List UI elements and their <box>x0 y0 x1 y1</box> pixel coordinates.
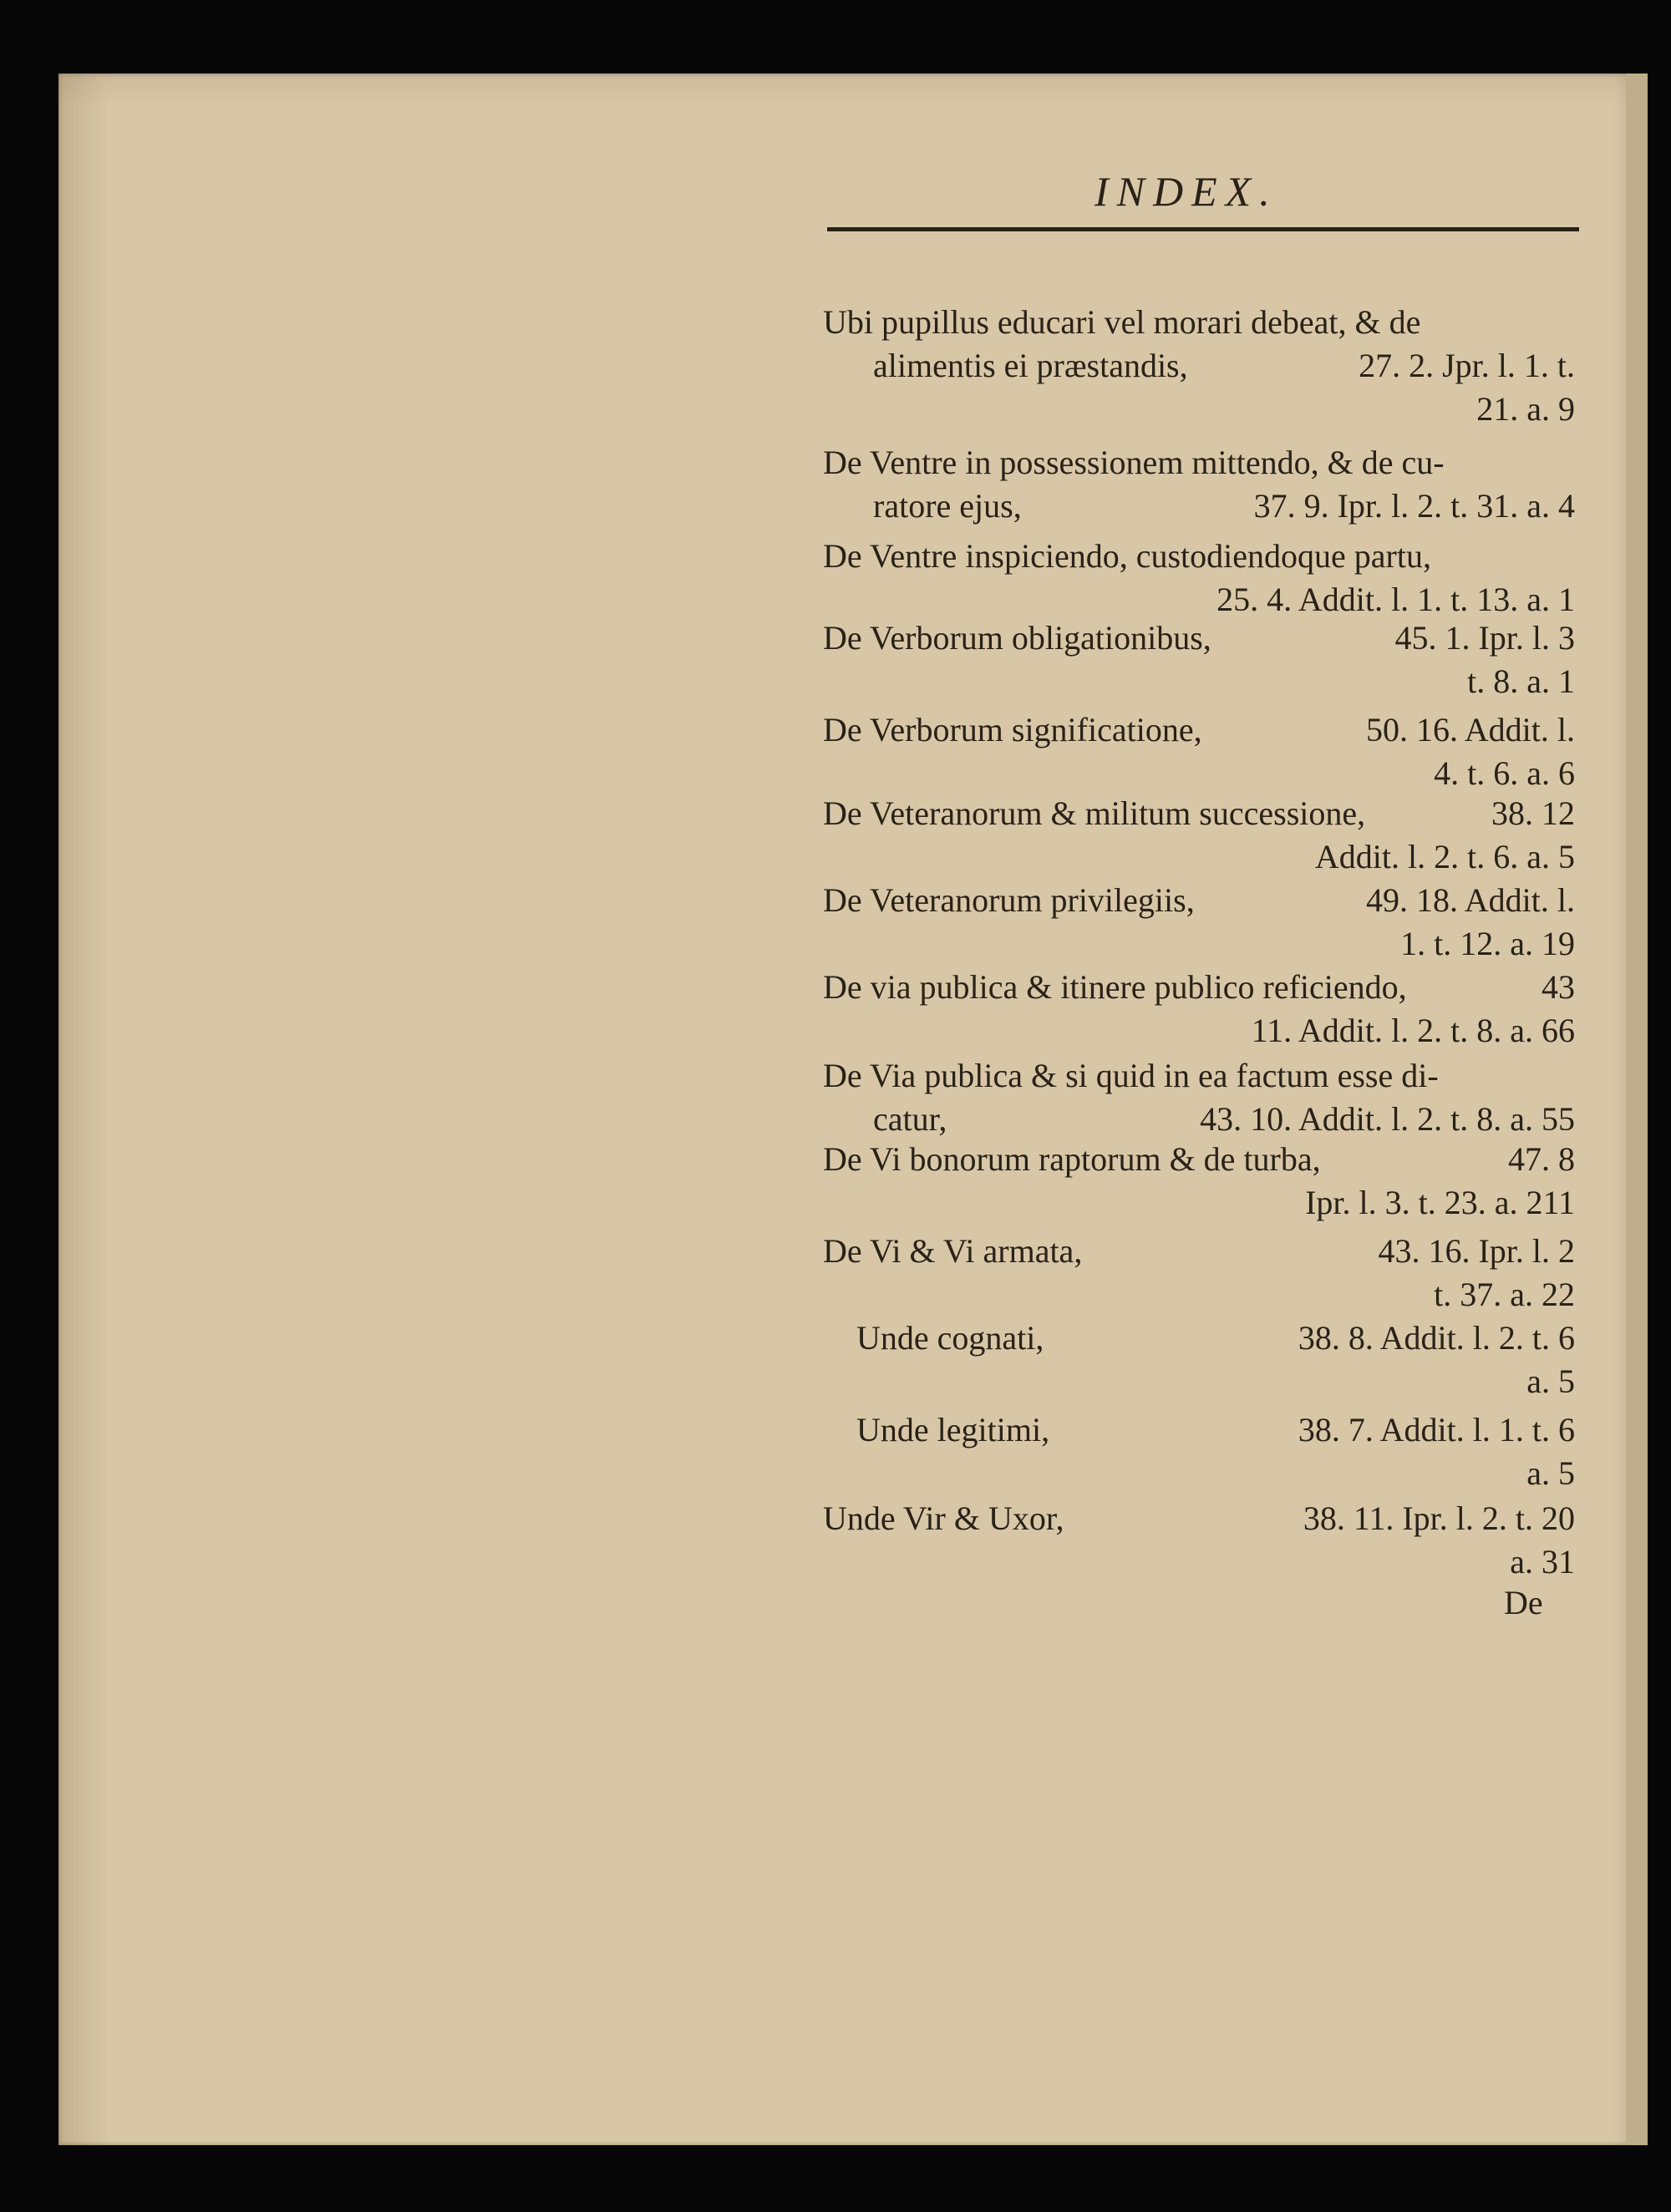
entry-reference: 38. 11. Ipr. l. 2. t. 20 <box>1303 1499 1575 1537</box>
entry-line: De Ventre in possessionem mittendo, & de cu- <box>823 444 1445 481</box>
entry-label: Unde legitimi, <box>856 1411 1050 1448</box>
index-entry <box>823 301 1575 431</box>
entry-line: De Via publica & si quid in ea factum esse di- <box>823 1057 1439 1094</box>
entry-label: ratore ejus, <box>873 487 1022 525</box>
entry-label: De Veteranorum & militum successione, <box>823 794 1366 832</box>
entry-reference: 38. 12 <box>1491 794 1575 832</box>
entry-reference-cont: t. 37. a. 22 <box>1434 1276 1575 1313</box>
index-entry <box>823 966 1575 1053</box>
entry-reference-cont: a. 5 <box>1526 1454 1575 1492</box>
entry-label: Unde cognati, <box>856 1319 1044 1357</box>
index-entry <box>823 616 1575 703</box>
entry-reference-cont: 21. a. 9 <box>1476 390 1575 428</box>
entry-reference: 38. 8. Addit. l. 2. t. 6 <box>1298 1319 1575 1357</box>
entry-reference-cont: 4. t. 6. a. 6 <box>1434 754 1575 792</box>
entry-reference-cont: Ipr. l. 3. t. 23. a. 211 <box>1305 1184 1575 1221</box>
entry-label: De Veteranorum privilegiis, <box>823 881 1195 919</box>
header-rule <box>827 227 1579 231</box>
entry-reference: 47. 8 <box>1508 1140 1575 1178</box>
entry-line <box>823 1408 1575 1452</box>
entry-label: alimentis ei præstandis, <box>873 347 1188 384</box>
entry-line <box>823 708 1575 752</box>
entry-line <box>823 879 1575 922</box>
entry-label: De Verborum obligationibus, <box>823 619 1211 657</box>
entry-reference: 37. 9. Ipr. l. 2. t. 31. a. 4 <box>1253 487 1575 525</box>
entry-line <box>823 792 1575 835</box>
index-entry <box>823 1317 1575 1403</box>
page-header: INDEX. <box>1095 168 1278 215</box>
entry-line <box>823 1497 1575 1540</box>
entry-reference: 43. 16. Ipr. l. 2 <box>1378 1232 1575 1270</box>
entry-label: De via publica & itinere publico reficiendo, <box>823 968 1407 1006</box>
entry-reference-cont: t. 8. a. 1 <box>1467 662 1575 700</box>
entry-line-2 <box>823 485 1575 528</box>
entry-line <box>823 1138 1575 1181</box>
entry-reference-cont: a. 31 <box>1510 1543 1575 1580</box>
entry-reference: 43 <box>1541 968 1575 1006</box>
entry-line <box>823 616 1575 660</box>
entry-label: catur, <box>873 1100 947 1138</box>
index-entry <box>823 1497 1575 1584</box>
entry-label: Unde Vir & Uxor, <box>823 1499 1064 1537</box>
index-entry <box>823 1230 1575 1317</box>
entry-line <box>823 1317 1575 1360</box>
entry-reference: 43. 10. Addit. l. 2. t. 8. a. 55 <box>1200 1100 1575 1138</box>
entry-reference-cont: 11. Addit. l. 2. t. 8. a. 66 <box>1251 1012 1575 1049</box>
entry-reference: 45. 1. Ipr. l. 3 <box>1394 619 1575 657</box>
index-entry <box>823 441 1575 528</box>
entry-reference: 27. 2. Jpr. l. 1. t. <box>1359 347 1575 384</box>
catchword: De <box>1504 1584 1543 1621</box>
entry-reference-cont: a. 5 <box>1526 1362 1575 1400</box>
index-entry <box>823 1138 1575 1225</box>
entry-line-2 <box>823 344 1575 388</box>
entry-reference: 50. 16. Addit. l. <box>1365 711 1575 748</box>
entry-line-2 <box>823 1098 1575 1141</box>
index-entry <box>823 1408 1575 1495</box>
page-edge <box>1626 74 1648 2145</box>
entry-line <box>823 966 1575 1009</box>
index-entry <box>823 792 1575 879</box>
entry-line: De Ventre inspiciendo, custodiendoque partu, <box>823 537 1431 575</box>
index-entry <box>823 1054 1575 1141</box>
entry-reference-cont: Addit. l. 2. t. 6. a. 5 <box>1314 838 1575 875</box>
entry-line-2 <box>823 578 1575 621</box>
index-entry <box>823 535 1575 621</box>
entry-line: Ubi pupillus educari vel morari debeat, & de <box>823 303 1421 341</box>
entry-reference: 49. 18. Addit. l. <box>1365 881 1575 919</box>
entry-label: De Vi bonorum raptorum & de turba, <box>823 1140 1321 1178</box>
entry-reference: 38. 7. Addit. l. 1. t. 6 <box>1298 1411 1575 1448</box>
index-entry <box>823 708 1575 795</box>
entry-label: De Verborum significatione, <box>823 711 1202 748</box>
entry-label: De Vi & Vi armata, <box>823 1232 1083 1270</box>
entry-reference-cont: 1. t. 12. a. 19 <box>1400 925 1575 962</box>
index-entry <box>823 879 1575 966</box>
entry-line <box>823 1230 1575 1273</box>
entry-reference: 25. 4. Addit. l. 1. t. 13. a. 1 <box>1216 581 1575 618</box>
